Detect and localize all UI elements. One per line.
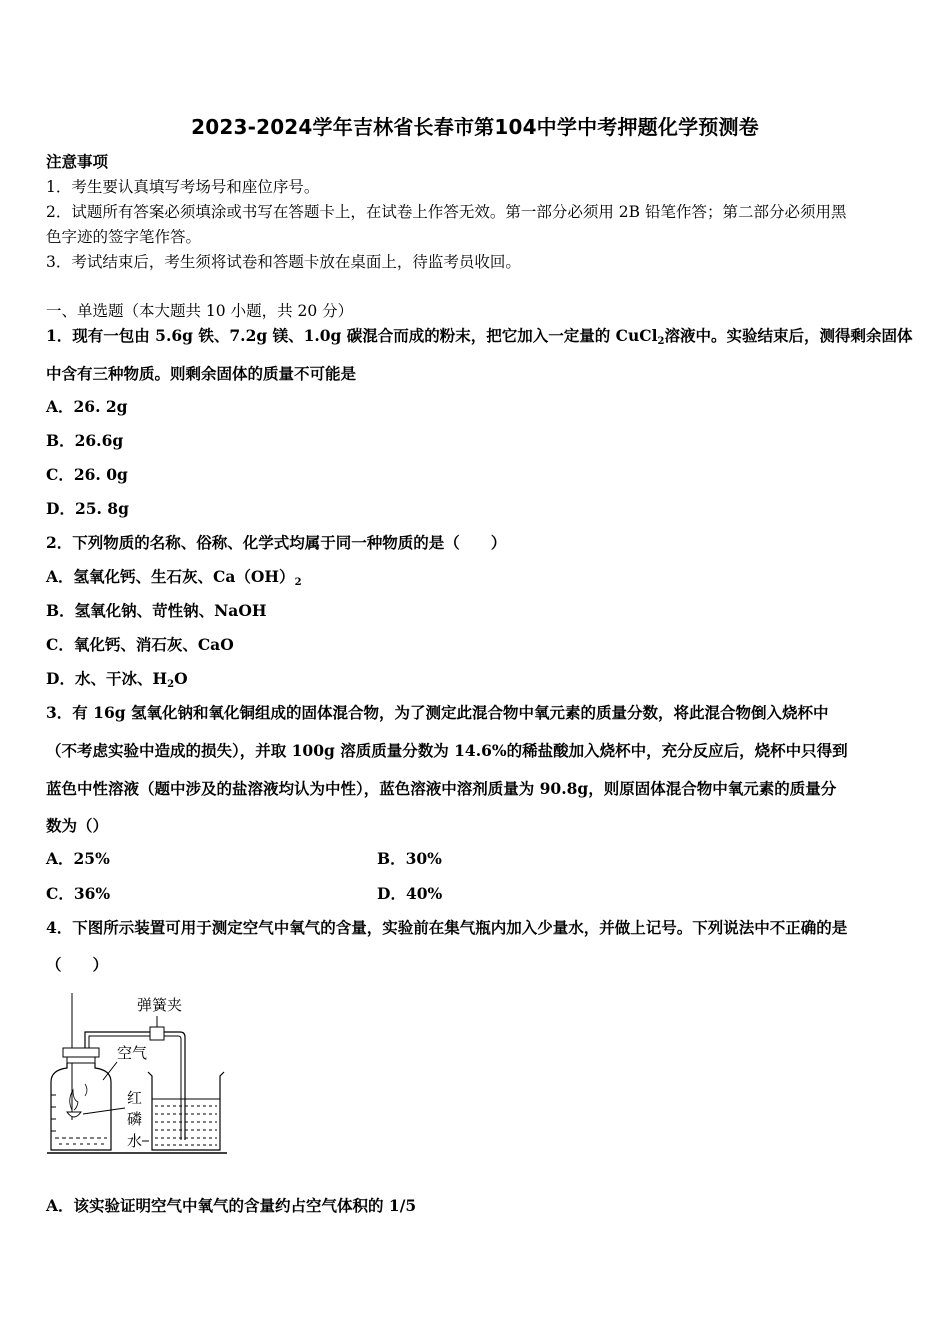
q2-option-d-subscript: 2 bbox=[167, 679, 175, 690]
question-1-stem bbox=[46, 326, 913, 346]
question-3-stem: 数为（） bbox=[46, 816, 109, 835]
stopper bbox=[63, 1048, 99, 1057]
smoke-icon bbox=[85, 1084, 87, 1096]
label-red: 红 bbox=[127, 1089, 143, 1107]
q2-option-a-text: A．氢氧化钙、生石灰、Ca（OH） bbox=[46, 567, 295, 586]
q4-option-a: A．该实验证明空气中氧气的含量约占空气体积的 1/5 bbox=[46, 1196, 417, 1215]
question-3-stem: （不考虑实验中造成的损失），并取 100g 溶质质量分数为 14.6%的稀盐酸加入烧杯中，充分反应后，烧杯中只得到 bbox=[46, 741, 848, 760]
notice-item: 3．考试结束后，考生须将试卷和答题卡放在桌面上，待监考员收回。 bbox=[46, 253, 521, 271]
notice-item: 色字迹的签字笔作答。 bbox=[46, 228, 202, 246]
apparatus-diagram bbox=[45, 990, 230, 1160]
combustion-spoon bbox=[67, 1112, 81, 1117]
question-4-stem-cont: （ ） bbox=[46, 955, 109, 974]
q2-option-c: C．氧化钙、消石灰、CaO bbox=[46, 635, 234, 654]
q2-option-a-subscript: 2 bbox=[294, 577, 302, 588]
label-clamp: 弹簧夹 bbox=[137, 996, 183, 1014]
notice-item: 2．试题所有答案必须填涂或书写在答题卡上，在试卷上作答无效。第一部分必须用 2B 铅笔作答；第二部分必须用黑 bbox=[46, 203, 847, 221]
label-phosphorus: 磷 bbox=[127, 1110, 143, 1128]
q2-option-d bbox=[46, 669, 188, 689]
q3-option-c: C．36% bbox=[46, 884, 111, 903]
question-4-stem: 4．下图所示装置可用于测定空气中氧气的含量，实验前在集气瓶内加入少量水，并做上记号。下列说法中不正确的是 bbox=[46, 918, 848, 937]
label-air: 空气 bbox=[117, 1044, 148, 1062]
question-3-stem: 3．有 16g 氢氧化钠和氧化铜组成的固体混合物，为了测定此混合物中氧元素的质量分数，将此混合物倒入烧杯中 bbox=[46, 703, 829, 722]
notice-heading: 注意事项 bbox=[46, 152, 109, 171]
q1-text-a: 1．现有一包由 5.6g 铁、7.2g 镁、1.0g 碳混合而成的粉末，把它加入一定量的 CuCl bbox=[46, 326, 658, 345]
label-water: 水 bbox=[127, 1132, 143, 1150]
q3-option-b: B．30% bbox=[377, 849, 442, 868]
q2-option-b: B．氢氧化钠、苛性钠、NaOH bbox=[46, 601, 267, 620]
notice-item: 1．考生要认真填写考场号和座位序号。 bbox=[46, 178, 320, 196]
q2-option-d-text-a: D．水、干冰、H bbox=[46, 669, 168, 688]
spring-clamp bbox=[150, 1027, 164, 1040]
q1-option-c: C．26. 0g bbox=[46, 465, 128, 484]
label-phosphorus-pointer bbox=[83, 1108, 125, 1114]
bottle-neck bbox=[67, 1057, 95, 1063]
section-heading: 一、单选题（本大题共 10 小题，共 20 分） bbox=[46, 302, 354, 320]
gas-bottle bbox=[51, 1063, 111, 1150]
question-2-stem: 2．下列物质的名称、俗称、化学式均属于同一种物质的是（ ） bbox=[46, 533, 507, 552]
q2-option-d-text-b: O bbox=[174, 669, 188, 688]
q1-option-d: D．25. 8g bbox=[46, 499, 129, 518]
q1-subscript: 2 bbox=[657, 336, 665, 347]
page-title: 2023-2024学年吉林省长春市第104中学中考押题化学预测卷 bbox=[191, 115, 759, 139]
q3-option-a: A．25% bbox=[46, 849, 110, 868]
q1-option-b: B．26.6g bbox=[46, 431, 124, 450]
q2-option-a bbox=[46, 567, 302, 587]
question-3-stem: 蓝色中性溶液（题中涉及的盐溶液均认为中性），蓝色溶液中溶剂质量为 90.8g，则原固体混合物中氧元素的质量分 bbox=[46, 779, 837, 798]
q1-text-b: 溶液中。实验结束后，测得剩余固体 bbox=[664, 326, 913, 345]
flame-icon bbox=[70, 1090, 78, 1110]
experiment-apparatus-figure bbox=[45, 990, 230, 1160]
q3-option-d: D．40% bbox=[377, 884, 443, 903]
question-1-stem-cont: 中含有三种物质。则剩余固体的质量不可能是 bbox=[46, 364, 357, 383]
q1-option-a: A．26. 2g bbox=[46, 397, 128, 416]
